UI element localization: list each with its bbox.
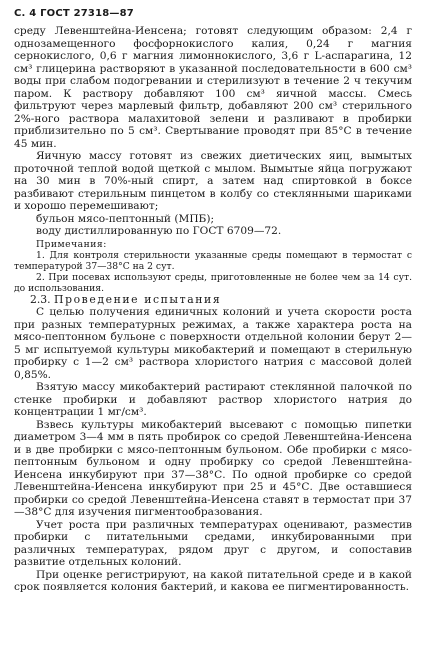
list-item-water: воду дистиллированную по ГОСТ 6709—72. [36,225,282,237]
section-heading [14,294,412,307]
notes-block [14,239,412,294]
page-number: С. 4 [14,8,37,19]
paragraph-culture-sampling: С целью получения единичных колоний и учета скорости роста при разных температурных режимах, а также характера роста на мясо-пептонном бульоне с поверхности отдельной колонии берут 2—5 мг испытуемой культуры микобактерий и помещают в стерильную пробирку с 1—2 см³ раствора хлористого натрия с массовой долей 0,85%. [14,306,412,381]
paragraph-concentration: Взятую массу микобактерий растирают стеклянной палочкой по стенке пробирки и добавляют раствор хлористого натрия до концентрации 1 мг/см³. [14,381,412,418]
paragraph-egg-mass: Яичную массу готовят из свежих диетических яиц, вымытых проточной теплой водой щеткой с мылом. Вымытые яйца погружают на 30 мин в 70%-ный спирт, а затем над спиртовкой в боксе разбивают стерильным пинцетом в колбу со стеклянными шариками и хорошо перемешивают; [14,150,412,212]
section-title: Проведение испытания [54,292,222,306]
paragraph-growth-evaluation: Учет роста при различных температурах оценивают, разместив пробирки с питательными средами, инкубированными при различных температурах, рядом друг с другом, и сопоставив развитие отдельных колоний. [14,518,412,568]
standard-number: ГОСТ 27318—87 [40,8,134,19]
page-header [14,8,134,19]
paragraph-inoculation: Взвесь культуры микобактерий высевают с помощью пипетки диаметром 3—4 мм в пять пробирок со средой Левенштейна-Иенсена и в две пробирки с мясо-пептонным бульоном. Обе пробирки с мясо-пептонным бульоном и одну пробирку со средой Левенштейна-Иенсена инкубируют при 37—38°С. По одной пробирке со средой Левенштейна-Иенсена инкубируют при 25 и 45°С. Две оставшиеся пробирки со средой Левенштейна-Иенсена ставят в термостат при 37—38°С для изучения пигментообразования. [14,418,412,518]
section-number: 2.3. [30,292,51,306]
list-item-broth: бульон мясо-пептонный (МПБ); [36,212,215,225]
paragraph-medium-preparation: среду Левенштейна-Иенсена; готовят следующим образом: 2,4 г однозамещенного фосфорнокислого калия, 0,24 г магния сернокислого, 0,6 г магния лимоннокислого, 3,6 г L-аспарагина, 12 см³ глицерина растворяют в указанной последовательности в 600 см³ воды при слабом подогревании и стерилизуют в течение 2 ч текучим паром. К раствору добавляют 100 см³ яичной массы. Смесь фильтруют через марлевый фильтр, добавляют 200 см³ стерильного 2%-ного раствора малахитовой зелени и разливают в пробирки приблизительно по 5 см³. Свертывание проводят при 85°С в течение 45 мин. [14,25,412,150]
paragraph-registration: При оценке регистрируют, на какой питательной среде и в какой срок появляется колония бактерий, и какова ее пигментированность. [14,568,412,593]
note-1: 1. Для контроля стерильности указанные среды помещают в термостат с температурой 37—38°С на 2 сут. [14,249,412,272]
note-2: 2. При посевах используют среды, приготовленные не более чем за 14 сут. до использования. [14,271,412,294]
document-body [14,25,412,594]
notes-title: Примечания: [36,238,107,250]
